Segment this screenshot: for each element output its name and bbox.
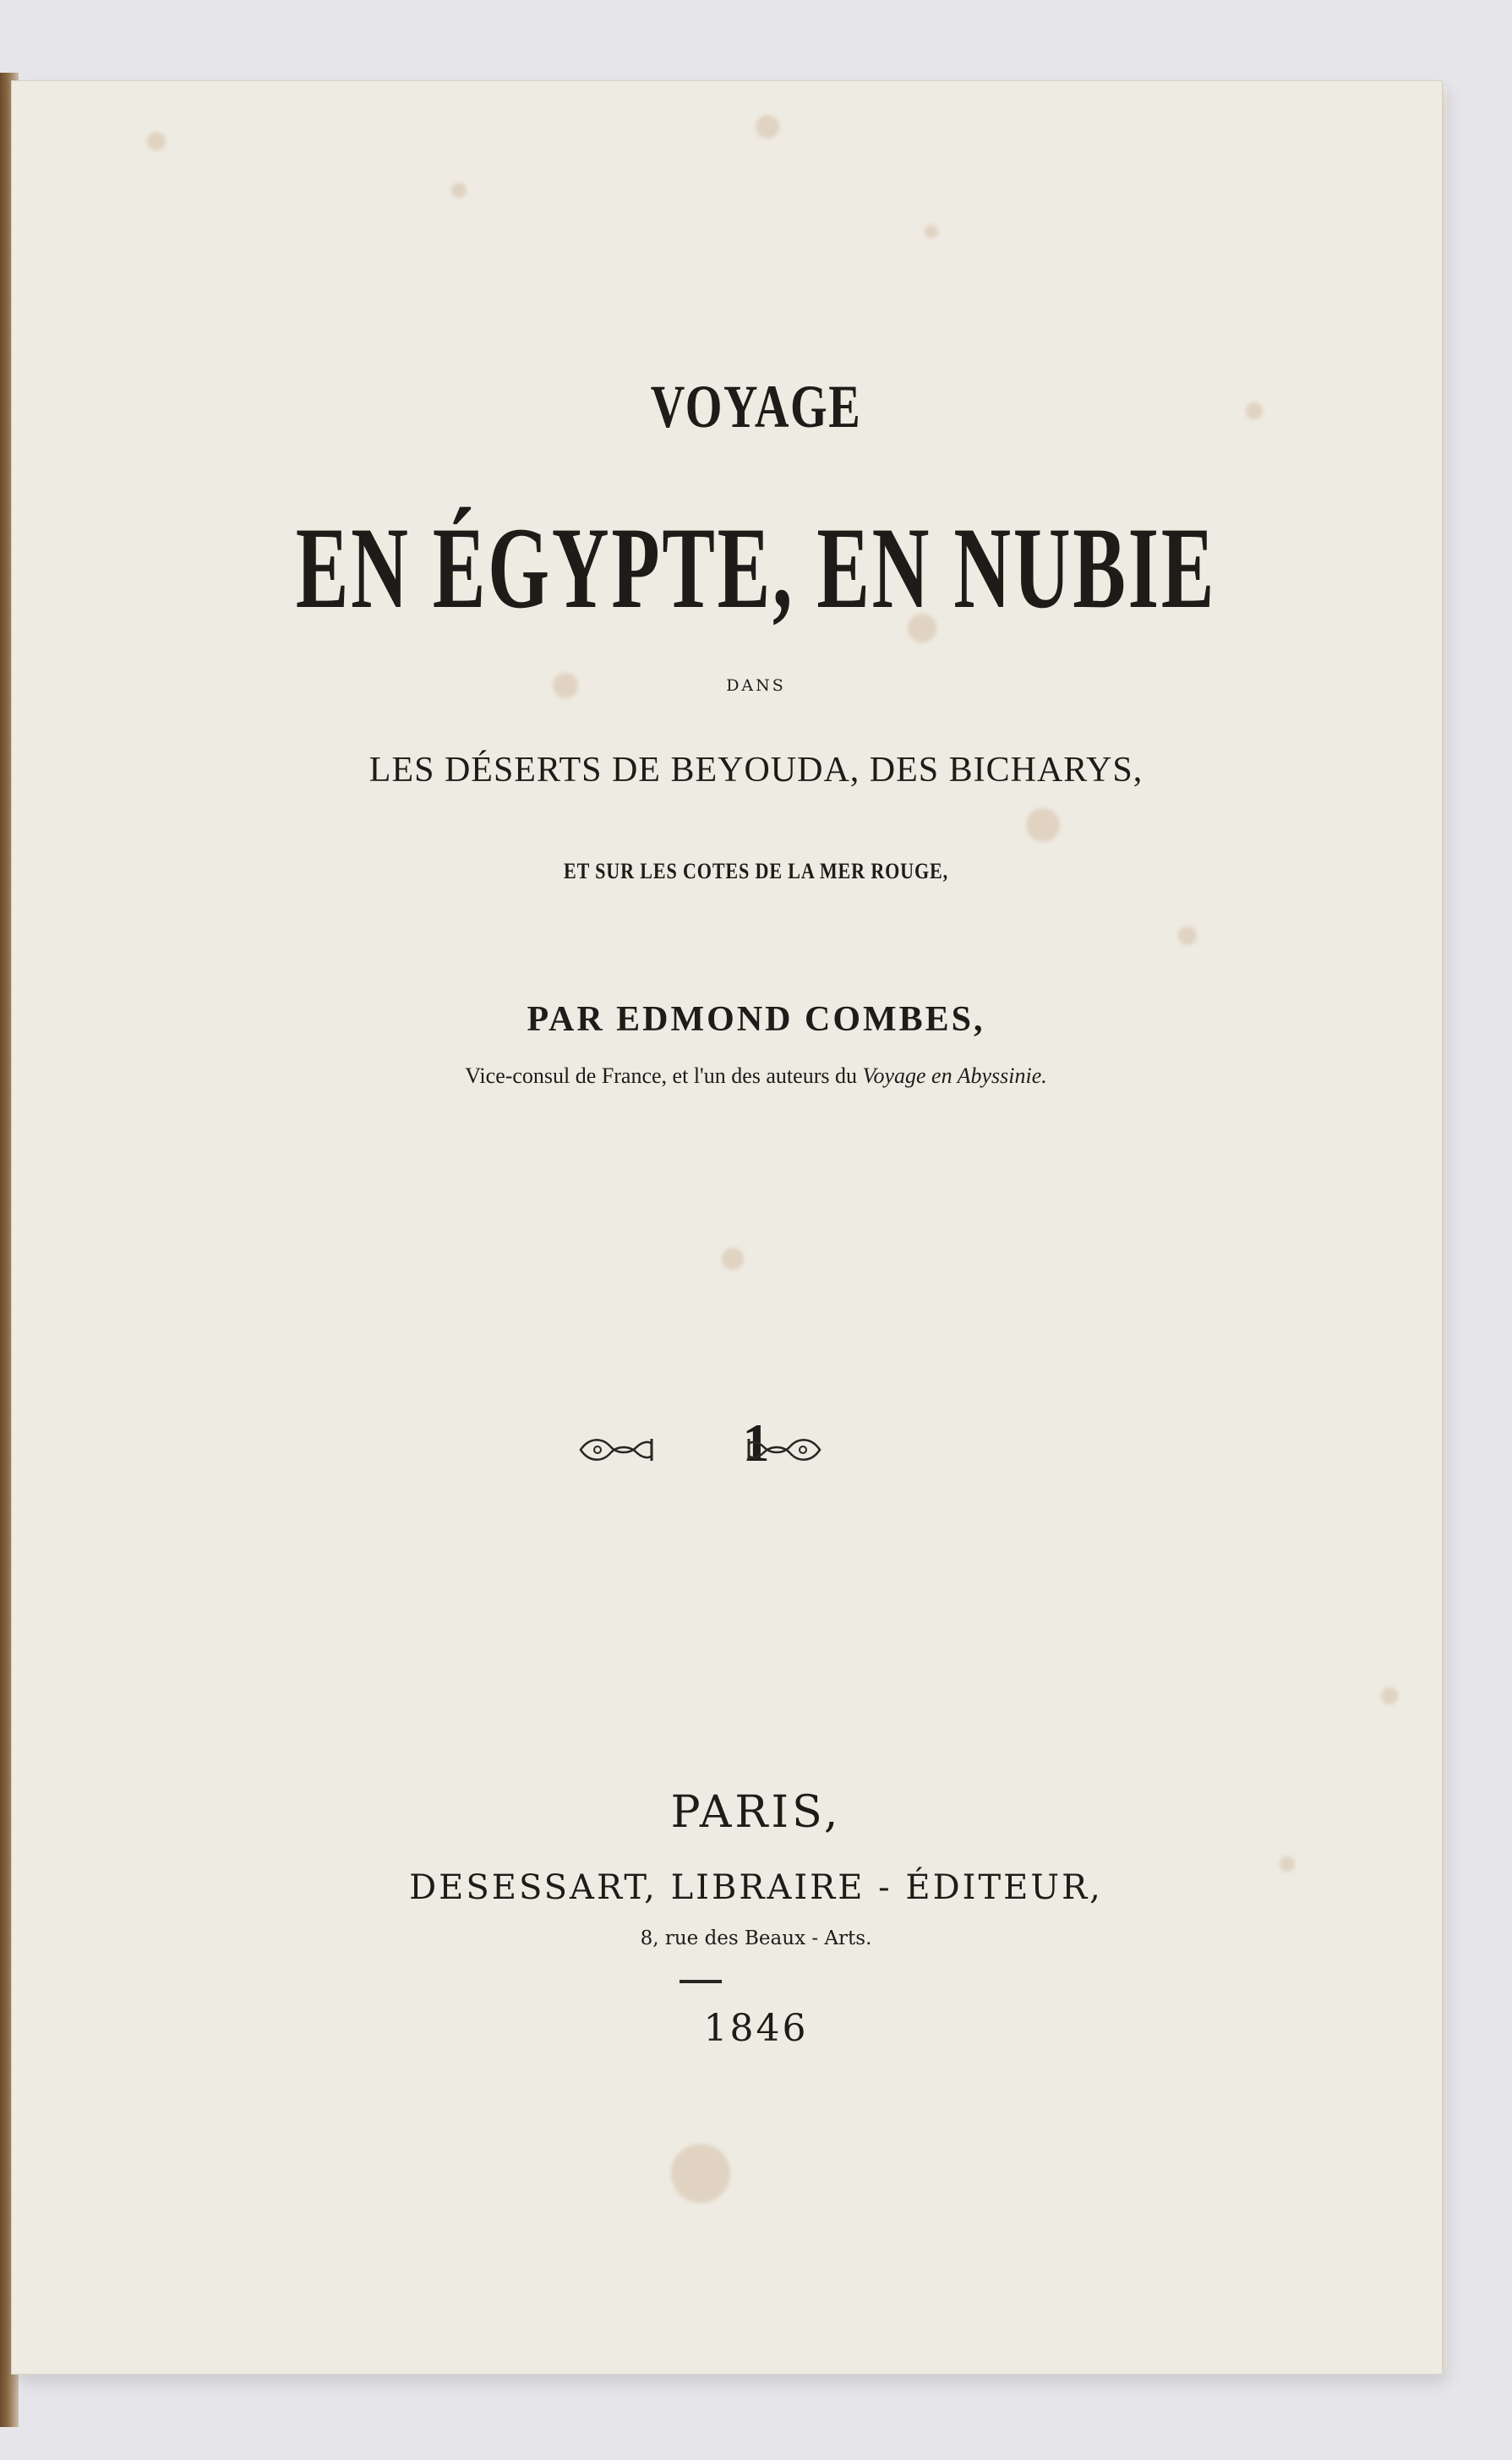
foxing-spot — [147, 132, 166, 150]
imprint-address: 8, rue des Beaux - Arts. — [640, 1927, 872, 1949]
imprint-city: PARIS, — [670, 1787, 842, 1838]
author-description-prefix: Vice-consul de France, et l'un des auteurs du — [465, 1063, 863, 1088]
divider-rule — [680, 1980, 722, 1983]
foxing-spot — [925, 225, 938, 238]
subtitle-line-1: LES DÉSERTS DE BEYOUDA, DES BICHARYS, — [368, 751, 1144, 790]
volume-number: 1 — [742, 1413, 770, 1473]
connector-word: DANS — [726, 676, 786, 695]
foxing-spot — [756, 115, 779, 139]
title-line-2: EN ÉGYPTE, EN NUBIE — [295, 503, 1217, 632]
author-description-work: Voyage en Abyssinie. — [862, 1063, 1047, 1088]
foxing-spot — [1178, 927, 1197, 945]
right-flourish-icon — [745, 1429, 823, 1471]
author-description — [0, 1063, 1512, 1089]
imprint-publisher: DESESSART, LIBRAIRE - ÉDITEUR, — [409, 1868, 1103, 1907]
foxing-spot — [722, 1248, 744, 1270]
imprint-year: 1846 — [703, 2007, 809, 2050]
foxing-spot — [671, 2144, 730, 2203]
foxing-spot — [1026, 808, 1060, 842]
subtitle-line-2: ET SUR LES COTES DE LA MER ROUGE, — [563, 859, 949, 883]
title-line-1: VOYAGE — [650, 373, 862, 440]
author-line: PAR EDMOND COMBES, — [527, 1000, 985, 1039]
foxing-spot — [451, 183, 467, 198]
foxing-spot — [1381, 1687, 1398, 1704]
